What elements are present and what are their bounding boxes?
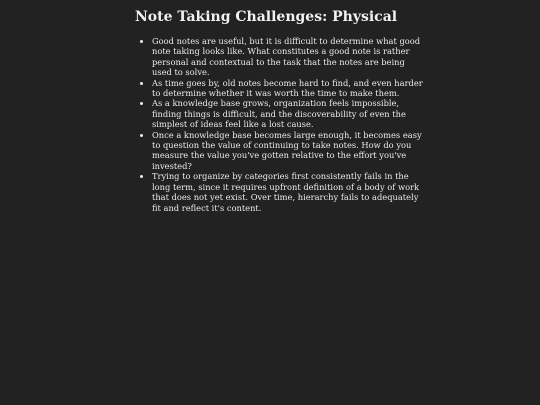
bullet-item: • As a knowledge base grows, organization feels impossible, finding things is difficult, and the discoverability of even the simplest of ideas feel like a lost cause. — [152, 98, 424, 129]
bullet-item: • Trying to organize by categories first consistently fails in the long term, since it requires upfront definition of a body of work that does not yet exist. Over time, hierarchy fails to adequately fit and reflect it's content. — [152, 171, 424, 213]
bullet-item: • Once a knowledge base becomes large enough, it becomes easy to question the value of continuing to take notes. How do you measure the value you've gotten relative to the effort you've invested? — [152, 130, 424, 172]
slide-title: Note Taking Challenges: Physical — [135, 9, 398, 25]
bullet-item: • Good notes are useful, but it is difficult to determine what good note taking looks like. What constitutes a good note is rather personal and contextual to the task that the notes are being used to solve. — [152, 36, 424, 78]
bullet-item: • As time goes by, old notes become hard to find, and even harder to determine whether it was worth the time to make them. — [152, 78, 424, 99]
bullet-list — [138, 36, 424, 213]
